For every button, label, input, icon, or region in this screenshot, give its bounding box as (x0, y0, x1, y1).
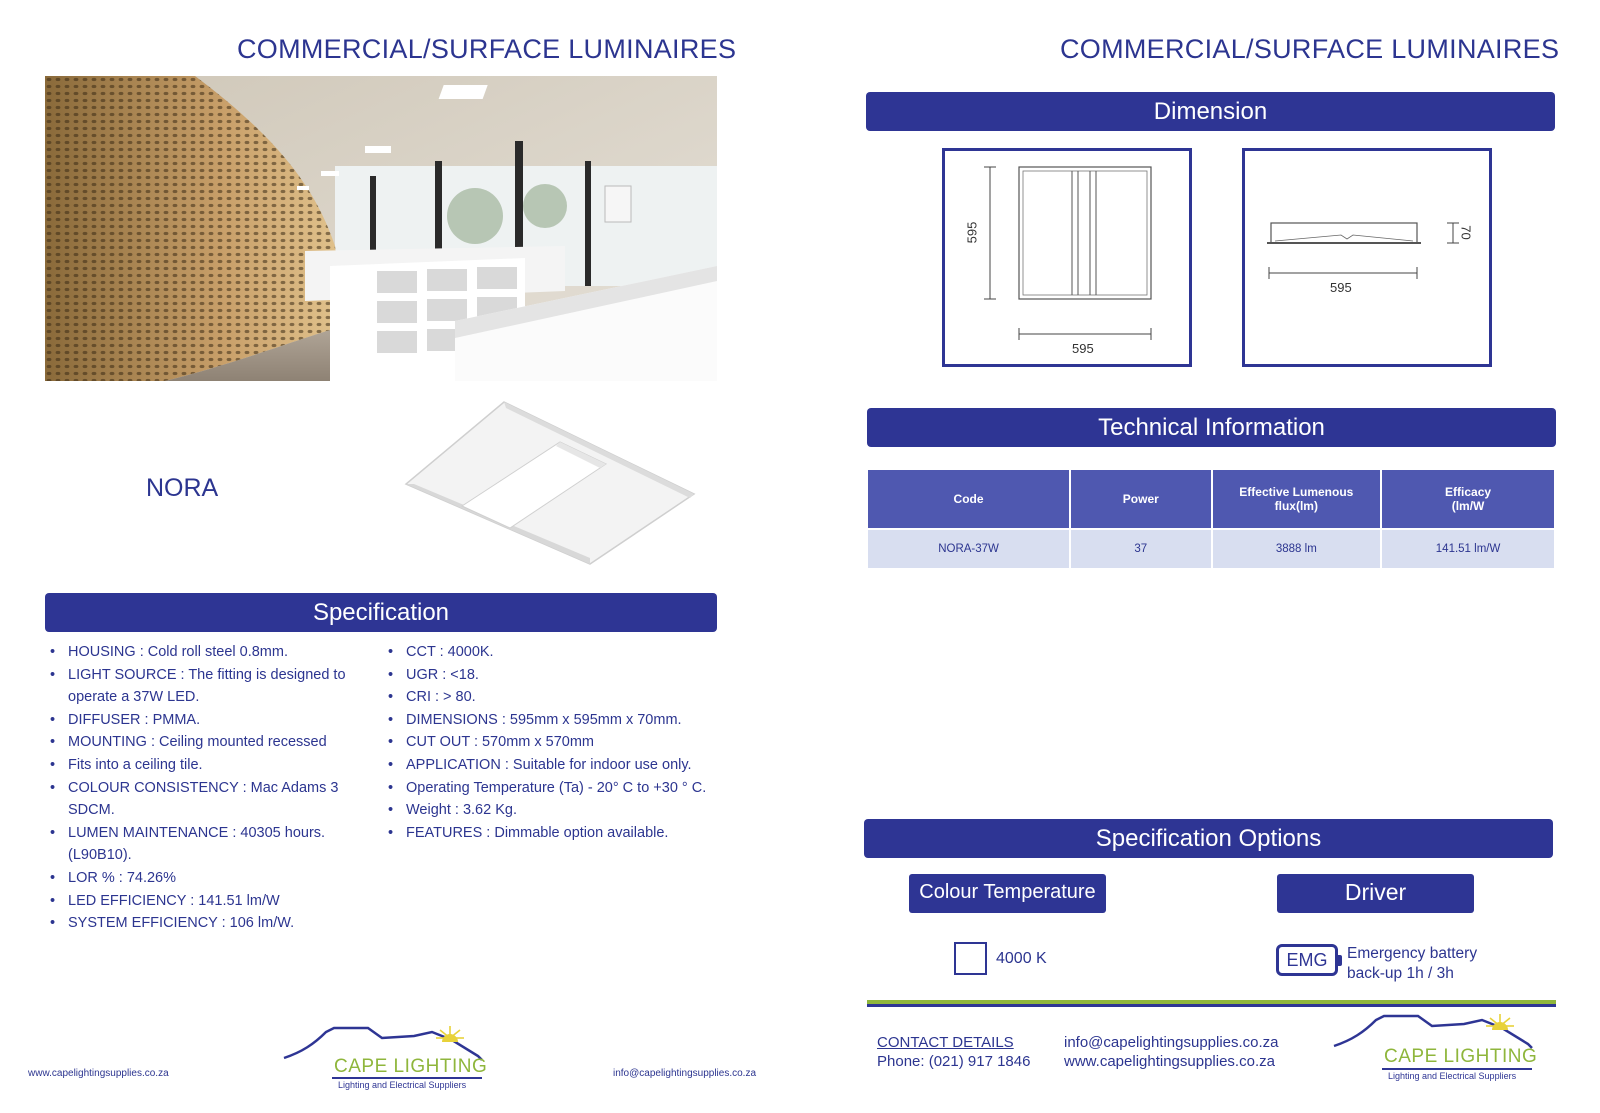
driver-label: Driver (1277, 874, 1474, 913)
dimension-band: Dimension (866, 92, 1555, 131)
table-header-efficacy: Efficacy (lm/W (1382, 470, 1554, 528)
spec-item: • APPLICATION : Suitable for indoor use only. (384, 754, 724, 777)
footer-blue-rule (867, 1004, 1556, 1007)
technical-table (866, 470, 1556, 568)
table-cell-efficacy: 141.51 lm/W (1382, 528, 1554, 568)
specification-options-band: Specification Options (864, 819, 1553, 858)
logo-name: CAPE LIGHTING (1384, 1046, 1538, 1067)
colour-temperature-label: Colour Temperature (909, 874, 1106, 913)
technical-information-band: Technical Information (867, 408, 1556, 447)
contact-details (877, 1033, 1030, 1071)
spec-item: • Weight : 3.62 Kg. (384, 799, 724, 822)
emg-badge-icon (1276, 944, 1338, 976)
left-page-title: COMMERCIAL/SURFACE LUMINAIRES (237, 34, 737, 64)
emg-badge-text: EMG (1286, 950, 1328, 970)
logo-tagline: Lighting and Electrical Suppliers (1388, 1071, 1517, 1081)
spec-item: • LUMEN MAINTENANCE : 40305 hours. (L90B10). (46, 822, 346, 867)
table-header-flux: Effective Lumenous flux(lm) (1213, 470, 1381, 528)
product-image (400, 398, 700, 568)
interior-photo (45, 76, 717, 381)
contact-links (1064, 1033, 1279, 1071)
side-view-diagram (1242, 148, 1492, 367)
top-view-width-label: 595 (1072, 341, 1094, 356)
logo-name: CAPE LIGHTING (334, 1056, 488, 1077)
spec-item: • MOUNTING : Ceiling mounted recessed (46, 731, 346, 754)
contact-website[interactable]: www.capelightingsupplies.co.za (1064, 1053, 1275, 1070)
specification-band: Specification (45, 593, 717, 632)
table-row (868, 528, 1554, 568)
driver-option-line1: Emergency battery (1347, 945, 1478, 962)
colour-option-checkbox[interactable] (954, 942, 987, 975)
spec-item: • UGR : <18. (384, 664, 724, 687)
spec-item: • LIGHT SOURCE : The fitting is designed to operate a 37W LED. (46, 664, 346, 709)
cape-lighting-logo-right (1332, 1010, 1542, 1090)
table-cell-flux: 3888 lm (1213, 528, 1381, 568)
contact-email[interactable]: info@capelightingsupplies.co.za (1064, 1034, 1279, 1051)
right-page-title: COMMERCIAL/SURFACE LUMINAIRES (1060, 34, 1560, 64)
spec-item: • DIFFUSER : PMMA. (46, 709, 346, 732)
colour-option-label: 4000 K (996, 950, 1047, 967)
spec-item: • LED EFFICIENCY : 141.51 lm/W (46, 890, 346, 913)
spec-item: • FEATURES : Dimmable option available. (384, 822, 724, 845)
spec-item: • COLOUR CONSISTENCY : Mac Adams 3 SDCM. (46, 777, 346, 822)
spec-list-left (46, 641, 346, 935)
spec-item: • Operating Temperature (Ta) - 20° C to +30 ° C. (384, 777, 724, 800)
cape-lighting-logo (282, 1022, 492, 1092)
spec-item: • LOR % : 74.26% (46, 867, 346, 890)
contact-heading: CONTACT DETAILS (877, 1034, 1014, 1051)
product-name: NORA (146, 474, 219, 502)
spec-item: • DIMENSIONS : 595mm x 595mm x 70mm. (384, 709, 724, 732)
table-cell-code: NORA-37W (868, 528, 1069, 568)
spec-item: • CCT : 4000K. (384, 641, 724, 664)
top-view-diagram (942, 148, 1192, 367)
table-header-code: Code (868, 470, 1069, 528)
spec-item: • CUT OUT : 570mm x 570mm (384, 731, 724, 754)
contact-phone: Phone: (021) 917 1846 (877, 1053, 1031, 1070)
driver-option-line2: back-up 1h / 3h (1347, 965, 1454, 982)
table-cell-power: 37 (1071, 528, 1210, 568)
spec-item: • Fits into a ceiling tile. (46, 754, 346, 777)
spec-list-right (384, 641, 724, 844)
logo-tagline: Lighting and Electrical Suppliers (338, 1080, 467, 1090)
spec-item: • HOUSING : Cold roll steel 0.8mm. (46, 641, 346, 664)
table-header-power: Power (1071, 470, 1210, 528)
footer-website: www.capelightingsupplies.co.za (28, 1068, 169, 1079)
side-view-width-label: 595 (1330, 280, 1352, 295)
footer-email: info@capelightingsupplies.co.za (613, 1068, 757, 1079)
top-view-height-label: 595 (964, 221, 980, 244)
spec-item: • CRI : > 80. (384, 686, 724, 709)
driver-option-label (1347, 944, 1477, 984)
side-view-height-label: 70 (1458, 225, 1474, 240)
spec-item: • SYSTEM EFFICIENCY : 106 lm/W. (46, 912, 346, 935)
